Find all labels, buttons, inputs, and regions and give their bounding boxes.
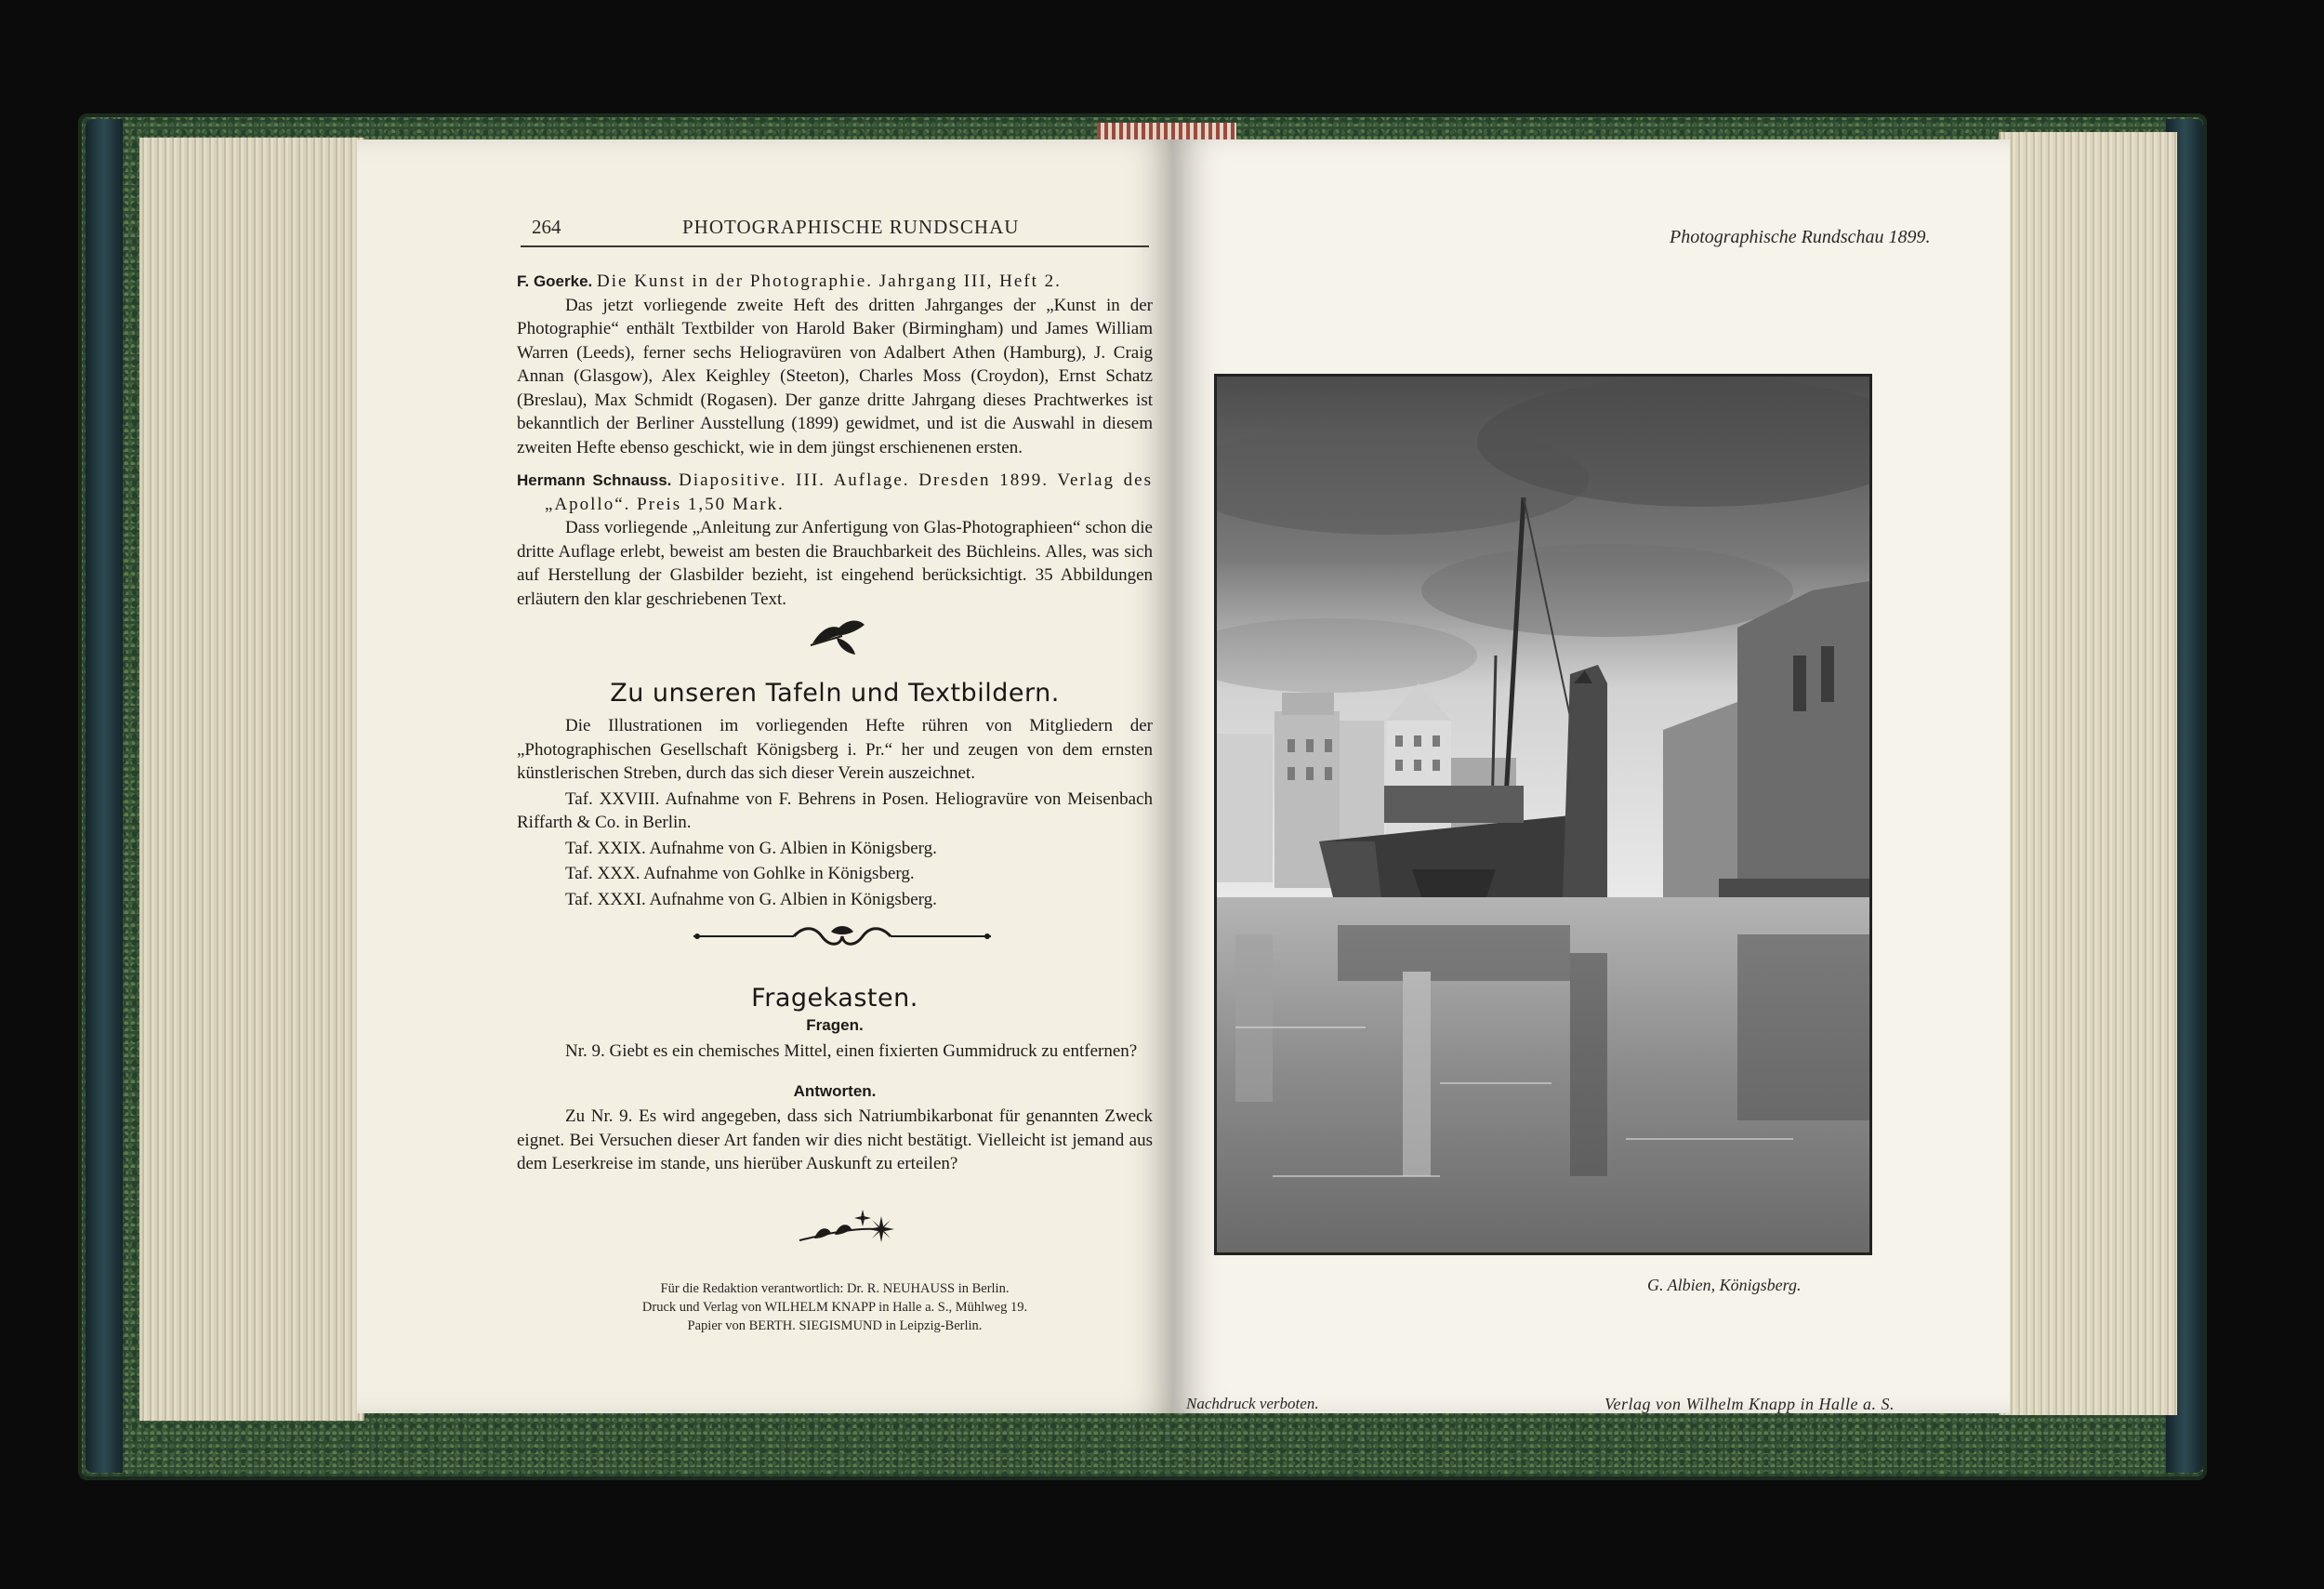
- plate-entry: Taf. XXVIII. Aufnahme von F. Behrens in Posen. Heliogravüre von Meisenbach Riffarth & Co. in Berlin.: [517, 788, 1153, 832]
- running-title-left: PHOTOGRAPHISCHE RUNDSCHAU: [682, 216, 1020, 238]
- page-block-right: [1999, 132, 2177, 1415]
- publisher-line: Verlag von Wilhelm Knapp in Halle a. S.: [1604, 1395, 1895, 1413]
- section-heading-tafeln: Zu unseren Tafeln und Textbildern.: [610, 679, 1060, 708]
- review-schnauss: [517, 469, 1153, 611]
- review-body: Dass vorliegende „Anleitung zur Anfertigung von Glas-Photographieen“ schon die dritte Auflage erlebt, beweist am besten die Brauchbarkeit des Büchleins. Alles, was sich auf Herstellung der Glasbilder bezieht, ist eingehend berücksichtigt. 35 Abbildungen erläutern den klar geschriebenen Text.: [517, 518, 1153, 609]
- review-author: F. Goerke.: [517, 272, 593, 290]
- page-block-left: [139, 138, 364, 1421]
- flower-ornament-icon: [796, 1207, 898, 1250]
- imprint-line: Druck und Verlag von WILHELM KNAPP in Halle a. S., Mühlweg 19.: [641, 1300, 1028, 1315]
- review-author: Hermann Schnauss.: [517, 471, 672, 489]
- question-block: [517, 1039, 1153, 1064]
- running-title-right: Photographische Rundschau 1899.: [1670, 227, 1931, 247]
- imprint: [517, 1279, 1153, 1335]
- review-goerke: [517, 270, 1153, 459]
- plate-entry: Taf. XXIX. Aufnahme von G. Albien in Königsberg.: [565, 838, 937, 858]
- scroll-ornament-icon: [692, 924, 993, 948]
- header-rule: [521, 245, 1149, 247]
- reprint-notice: Nachdruck verboten.: [1186, 1395, 1319, 1412]
- review-title: Diapositive. III. Auflage. Dresden 1899. Verlag des „Apollo“. Preis 1,50 Mark.: [545, 470, 1153, 514]
- tafeln-intro: Die Illustrationen im vorliegenden Hefte rühren von Mitgliedern der „Photographischen Gesellschaft Königsberg i. Pr.“ her und zeugen von dem ernsten künstlerischen Streben, durch das sich dieser Verein auszeichnet.: [517, 716, 1153, 783]
- answer-text: Zu Nr. 9. Es wird angegeben, dass sich Natriumbikarbonat für genannten Zweck eignet. Bei Versuchen dieser Art fanden wir dies nicht bestätigt. Vielleicht ist jemand aus dem Leserkreise im stande, uns hierüber Auskunft zu erteilen?: [517, 1106, 1153, 1173]
- page-number: 264: [532, 216, 561, 238]
- review-body: Das jetzt vorliegende zweite Heft des dritten Jahrganges der „Kunst in der Photographie“ enthält Textbilder von Harold Baker (Birmingham) und James William Warren (Leeds), ferner sechs Heliogravüren von Adalbert Athen (Hamburg), J. Craig Annan (Glasgow), Alex Keighley (Steeton), Charles Moss (Croydon), Ernst Schatz (Breslau), Max Schmidt (Rogasen). Der ganze dritte Jahrgang dieses Prachtwerkes ist bekanntlich der Berliner Ausstellung (1899) gewidmet, und ist die Auswahl in diesem zweiten Hefte ebenso geschickt, wie in dem jüngst erschienenen ersten.: [517, 295, 1153, 457]
- question-text: Nr. 9. Giebt es ein chemisches Mittel, einen fixierten Gummidruck zu entfernen?: [565, 1041, 1138, 1061]
- review-title: Die Kunst in der Photographie. Jahrgang III, Heft 2.: [597, 271, 1062, 291]
- leaf-ornament-icon: [805, 616, 870, 656]
- imprint-line: Papier von BERTH. SIEGISMUND in Leipzig-Berlin.: [687, 1318, 983, 1333]
- plate-entry: Taf. XXXI. Aufnahme von G. Albien in Königsberg.: [565, 889, 937, 909]
- heliogravure-plate: [1214, 374, 1872, 1255]
- imprint-line: Für die Redaktion verantwortlich: Dr. R. NEUHAUSS in Berlin.: [660, 1281, 1010, 1296]
- questions-heading: Fragen.: [806, 1016, 864, 1034]
- plate-entry: Taf. XXX. Aufnahme von Gohlke in Königsberg.: [565, 864, 915, 883]
- tafeln-section: [517, 714, 1153, 911]
- section-heading-fragekasten: Fragekasten.: [751, 984, 918, 1013]
- plate-caption: G. Albien, Königsberg.: [1647, 1276, 1802, 1294]
- answer-block: [517, 1105, 1153, 1176]
- harbor-scene-image: [1217, 377, 1869, 1252]
- cover-edge-left: [86, 119, 123, 1473]
- answers-heading: Antworten.: [793, 1082, 877, 1100]
